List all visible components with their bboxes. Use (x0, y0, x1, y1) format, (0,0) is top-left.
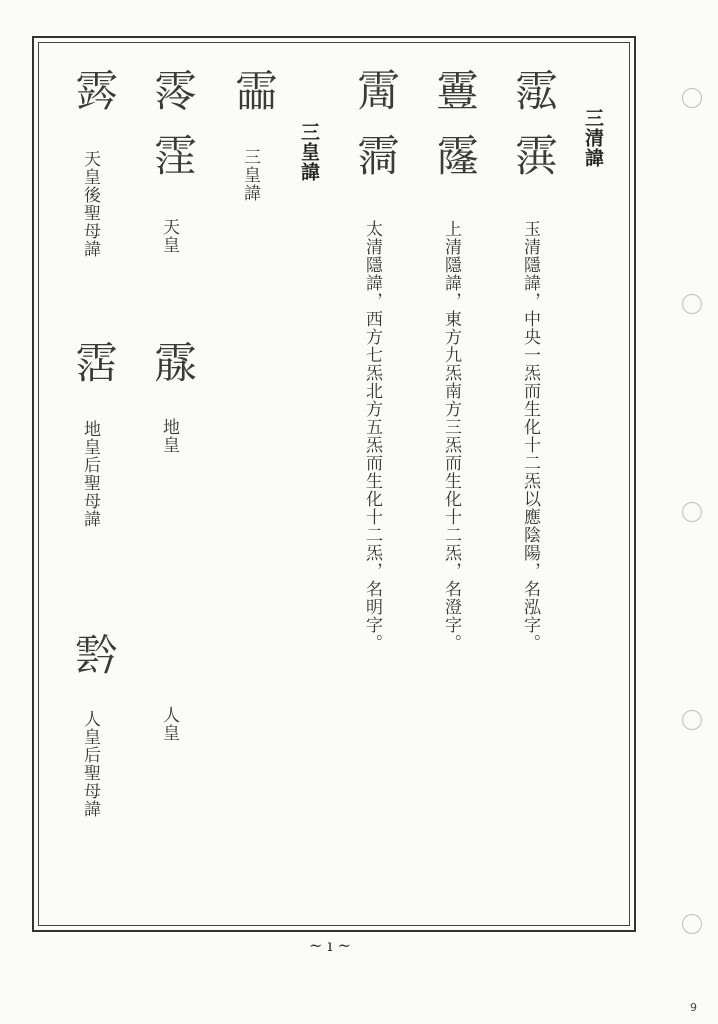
tianhuang-label: 天皇 (159, 218, 179, 254)
dihuang-label: 地皇 (159, 418, 179, 454)
dihuang-mother-secret-char: 霑 (68, 340, 118, 383)
shangqing-secret-chars: 霻霳 (429, 68, 479, 198)
taiqing-secret-chars: 霌霘 (350, 68, 400, 198)
renhuang-mother-label: 人皇后聖母諱 (80, 710, 100, 818)
yuqing-description: 玉清隱諱，中央一炁而生化十二炁以應陰陽，名泓字。 (520, 220, 540, 652)
punch-hole (682, 914, 702, 934)
sanhuang-heading: 三皇諱 (298, 122, 320, 182)
sanhuang-secret-char: 霝 (228, 68, 278, 111)
renhuang-mother-secret-char: 霒 (68, 632, 118, 675)
page-footer: ~ ı ~ (308, 936, 352, 955)
tianhuang-mother-secret-char: 霠 (68, 68, 118, 111)
page-number: 9 (690, 1001, 697, 1014)
shangqing-description: 上清隱諱，東方九炁南方三炁而生化十二炁，名澄字。 (441, 220, 461, 652)
yuqing-secret-chars: 霐霟 (508, 68, 558, 198)
dihuang-mother-label: 地皇后聖母諱 (80, 420, 100, 528)
sanhuang-label: 三皇諱 (240, 148, 260, 202)
tianhuang-secret-chars: 霗霔 (147, 68, 197, 198)
taiqing-description: 太清隱諱，西方七炁北方五炁而生化十二炁，名明字。 (362, 220, 382, 652)
tianhuang-mother-label: 天皇後聖母諱 (80, 150, 100, 258)
punch-hole (682, 88, 702, 108)
sanqing-heading: 三清諱 (582, 108, 604, 168)
punch-hole (682, 710, 702, 730)
dihuang-secret-char: 霡 (147, 340, 197, 383)
renhuang-label: 人皇 (159, 706, 179, 742)
punch-hole (682, 294, 702, 314)
punch-hole (682, 502, 702, 522)
